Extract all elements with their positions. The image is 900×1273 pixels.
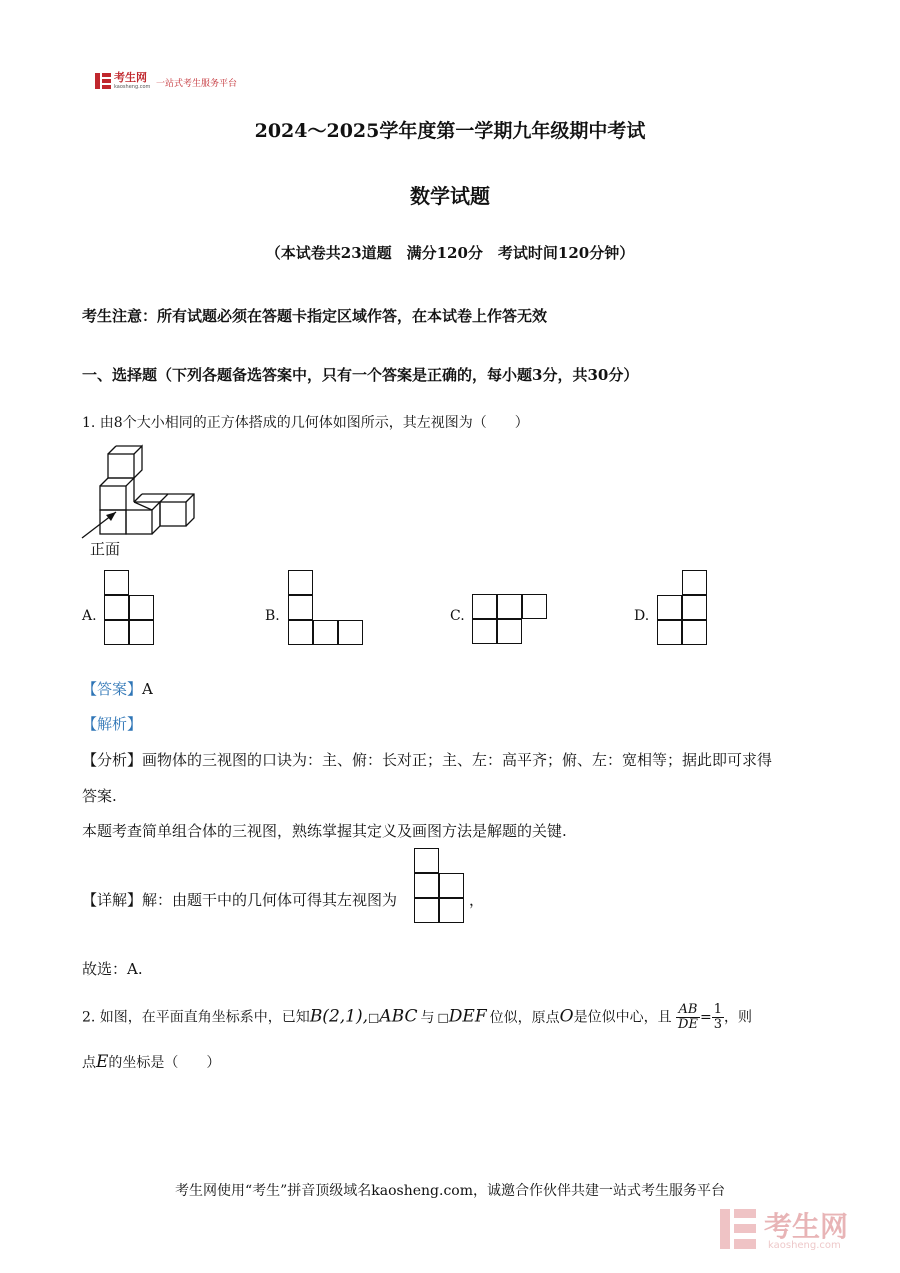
option-a-label: A. xyxy=(82,608,97,624)
summary-line: 本题考查简单组合体的三视图，熟练掌握其定义及画图方法是解题的关键. xyxy=(82,822,567,840)
equals-sign: = xyxy=(699,1009,712,1026)
q2-text-2: 与 xyxy=(420,1009,435,1026)
fenxi-line-1: 【分析】画物体的三视图的口诀为：主、俯：长对正；主、左：高平齐；俯、左：宽相等；据此即可求得 xyxy=(82,751,773,769)
analysis-tag: 【解析】 xyxy=(82,715,143,733)
watermark-url: kaosheng.com xyxy=(768,1240,841,1251)
footer-text: 考生网使用“考生”拼音顶级域名kaosheng.com，诚邀合作伙伴共建一站式考生服务平台 xyxy=(174,1183,726,1199)
option-d-label: D. xyxy=(634,608,650,624)
q2-text-6: 点 xyxy=(82,1055,96,1071)
q2-line-1 xyxy=(82,1003,752,1032)
answer-tag: 【答案】 xyxy=(82,680,143,698)
kaosheng-logo-icon xyxy=(94,72,112,90)
q2-text-1: 2. 如图，在平面直角坐标系中，已知 xyxy=(82,1009,310,1026)
option-d-figure xyxy=(657,570,711,648)
exam-title: 2024～2025学年度第一学期九年级期中考试 xyxy=(254,120,646,142)
q2-triangle-def: DEF xyxy=(448,1006,487,1027)
watermark-name: 考生网 xyxy=(764,1210,849,1243)
option-b-figure xyxy=(288,570,368,648)
detail-line xyxy=(82,889,397,910)
q2-text-7: 的坐标是（ ） xyxy=(108,1055,221,1071)
q2-point-b: B(2,1), xyxy=(309,1006,369,1027)
section-heading: 一、选择题（下列各题备选答案中，只有一个答案是正确的，每小题3分，共30分） xyxy=(82,366,639,384)
exam-info: （本试卷共23道题 满分120分 考试时间120分钟） xyxy=(265,244,635,262)
front-label: 正面 xyxy=(90,542,121,558)
fenxi-line-2: 答案. xyxy=(82,787,117,805)
q2-point-e: E xyxy=(96,1052,109,1072)
logo-name: 考生网 xyxy=(114,71,147,84)
logo-tagline: 一站式考生服务平台 xyxy=(156,79,238,89)
q2-triangle-abc: ABC xyxy=(379,1006,418,1027)
option-a-figure xyxy=(104,570,158,648)
answer-value: A xyxy=(142,680,153,698)
q2-line-2 xyxy=(82,1052,220,1072)
option-c-figure xyxy=(472,594,552,648)
option-b-label: B. xyxy=(265,608,280,624)
conclusion-line: 故选：A. xyxy=(82,960,143,978)
kaosheng-watermark-icon xyxy=(718,1207,758,1251)
detail-end: ， xyxy=(469,891,485,909)
fraction-one-third: $\frac{1}{3}$ xyxy=(713,1002,722,1032)
q2-origin-o: O xyxy=(559,1006,574,1027)
detail-text: 【详解】解：由题干中的几何体可得其左视图为 xyxy=(82,891,398,909)
exam-notice: 考生注意：所有试题必须在答题卡指定区域作答，在本试卷上作答无效 xyxy=(82,307,548,325)
exam-subject: 数学试题 xyxy=(410,184,490,208)
answer-line xyxy=(82,678,153,699)
q2-text-4: 是位似中心，且 xyxy=(573,1009,672,1026)
option-c-label: C. xyxy=(450,608,465,624)
q2-text-3: 位似，原点 xyxy=(489,1009,560,1026)
logo-url: kaosheng.com xyxy=(114,84,151,90)
fraction-ab-de: $\frac{AB}{DE}$ xyxy=(678,1002,698,1032)
q2-text-5: ，则 xyxy=(723,1009,752,1026)
q1-solid-figure xyxy=(78,440,203,558)
q1-stem: 1. 由8个大小相同的正方体搭成的几何体如图所示，其左视图为（ ） xyxy=(82,415,529,431)
header-logo xyxy=(94,72,274,94)
triangle-icon: □ xyxy=(368,1010,380,1025)
triangle-icon: □ xyxy=(437,1010,449,1025)
detail-left-view-figure xyxy=(414,848,468,926)
footer-watermark xyxy=(718,1205,878,1255)
